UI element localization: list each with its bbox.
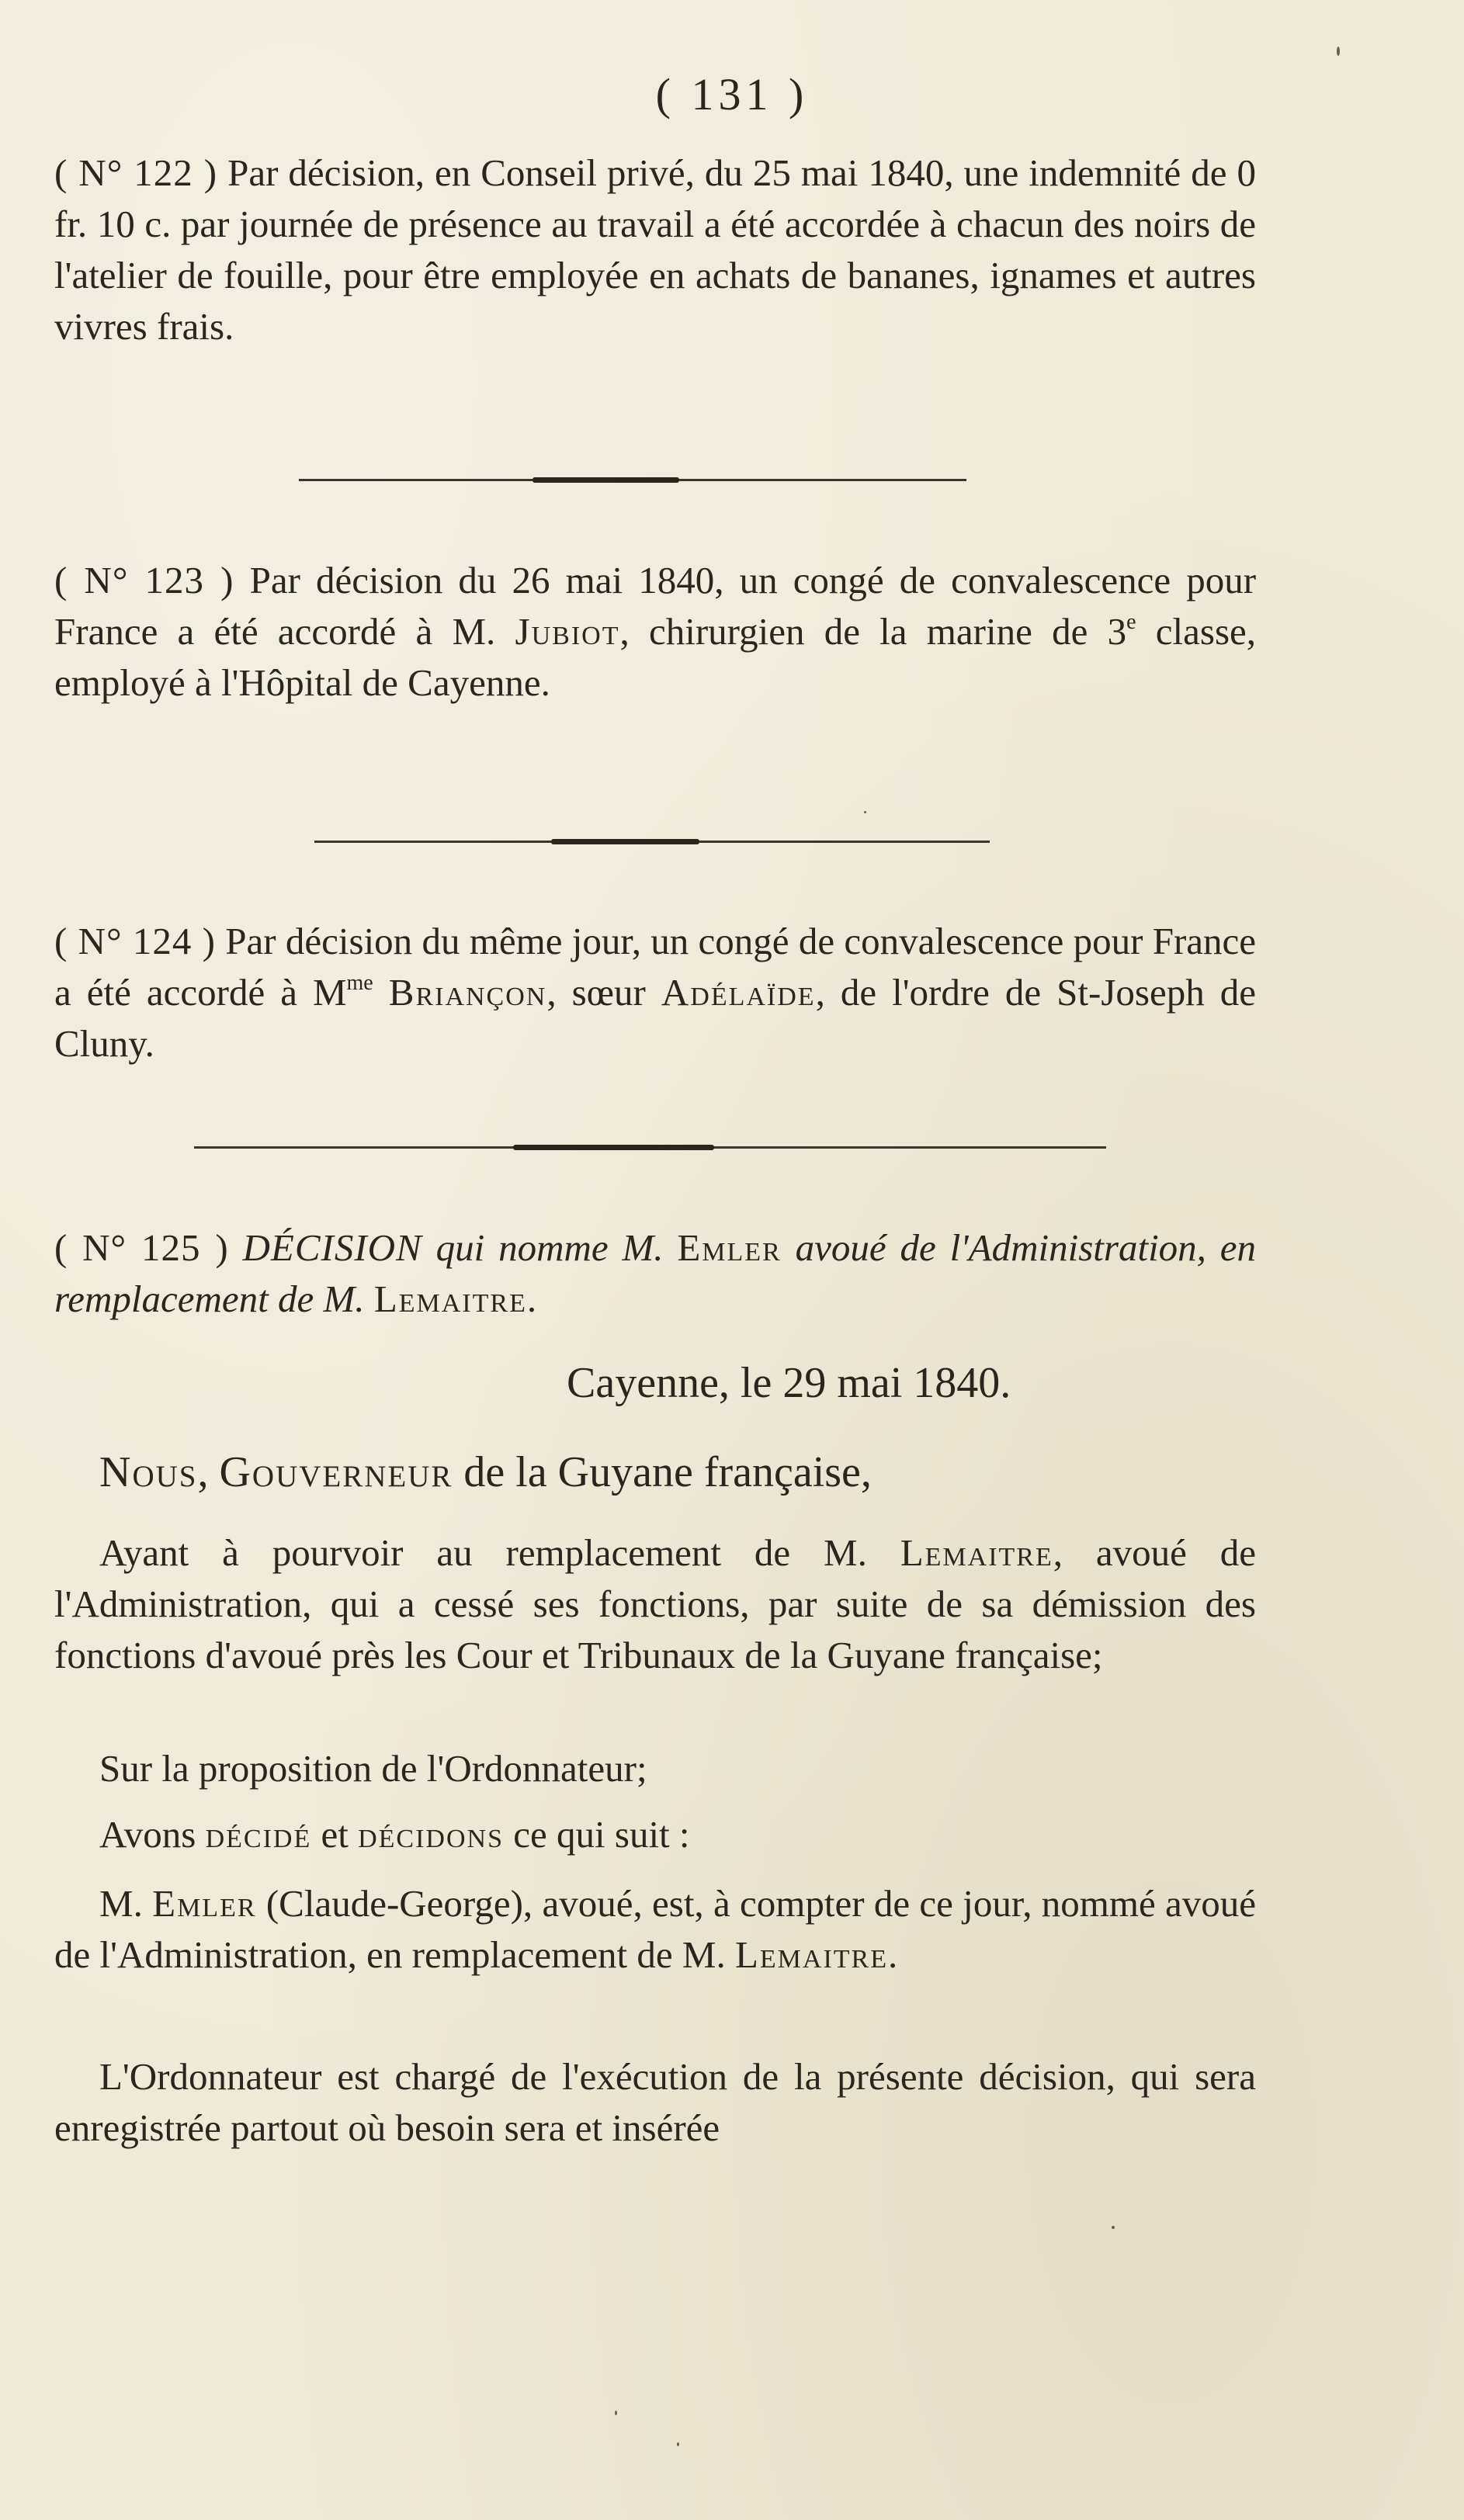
person-name-briancon: Briançon [388, 971, 547, 1014]
p1-text: Ayant à pourvoir au remplacement de M. [99, 1531, 867, 1574]
gov-title: Gouverneur [219, 1448, 453, 1496]
entry-122 [54, 147, 1256, 352]
entry-123-text: Par décision du 26 mai 1840, un congé de convalescence pour France a été accordé à M. [54, 559, 1257, 653]
governor-heading: Nous, Gouverneur de la Guyane française, [99, 1448, 872, 1496]
p4-text: (Claude-George), avoué, est, à compter de ce jour, nommé avoué de l'Administration, en remplacement de M. [54, 1882, 1257, 1976]
paper-speck [864, 811, 866, 813]
decision-paragraph-4 [54, 1878, 1256, 1981]
decision-paragraph-1 [54, 1527, 1256, 1681]
decision-paragraph-5: L'Ordonnateur est chargé de l'exécution de la présente décision, qui sera enregistrée partout où besoin sera et insérée [54, 2055, 1256, 2149]
paper-speck [1112, 2226, 1115, 2229]
separator-rule [299, 479, 966, 481]
entry-123-number: ( N° 123 ) [54, 559, 234, 601]
separator-rule [314, 841, 990, 843]
entry-123-text-cont: , chirurgien de la marine de 3 [619, 610, 1127, 653]
entry-125-text-b: avoué de l'Administration, en remplacement de M. [54, 1226, 1257, 1320]
entry-122-text: Par décision, en Conseil privé, du 25 mai 1840, une indemnité de 0 fr. 10 c. par journée de présence au travail a été accordée à chacun des noirs de l'atelier de fouille, pour être employée en achats de bananes, ignames et autres vivres frais. [54, 151, 1256, 348]
entry-124-text: Par décision du même jour, un congé de convalescence pour France a été accordé à M [54, 920, 1257, 1014]
place-date: Cayenne, le 29 mai 1840. [567, 1359, 1011, 1407]
entry-122-number: ( N° 122 ) [54, 151, 218, 194]
person-name-jubiot: Jubiot [515, 610, 620, 653]
gov-rest: de la Guyane française, [463, 1448, 872, 1496]
paper-speck [1337, 47, 1340, 56]
person-name-lemaitre: Lemaitre [373, 1277, 527, 1320]
entry-123 [54, 555, 1256, 709]
p3-end: ce qui suit : [513, 1813, 690, 1856]
person-name-emler: Emler [677, 1226, 782, 1269]
paper-speck [677, 2442, 679, 2446]
entry-124-number: ( N° 124 ) [54, 920, 216, 962]
p3-decidons: décidons [358, 1813, 505, 1856]
p3-et: et [321, 1813, 349, 1856]
entry-124 [54, 916, 1256, 1069]
entry-125-text-end: . [526, 1277, 537, 1320]
entry-124-text-mid: , sœur [546, 971, 646, 1014]
page-number: ( 131 ) [655, 69, 809, 120]
p3-avons: Avons [99, 1813, 196, 1856]
entry-125-heading [54, 1222, 1256, 1325]
person-name-emler: Emler [152, 1882, 257, 1925]
entry-125-number: ( N° 125 ) [54, 1226, 229, 1269]
p3-decide: décidé [205, 1813, 312, 1856]
gov-nous: Nous [99, 1448, 198, 1496]
entry-123-text-end: classe, employé à l'Hôpital de Cayenne. [54, 610, 1257, 704]
paper-speck [615, 2411, 617, 2415]
person-name-lemaitre: Lemaitre [734, 1933, 889, 1976]
ordinal-superscript: e [1126, 610, 1136, 634]
person-name-lemaitre: Lemaitre [900, 1531, 1053, 1574]
decision-heading: DÉCISION [242, 1226, 422, 1269]
separator-rule [194, 1146, 1106, 1149]
person-name-adelaide: Adélaïde [661, 971, 816, 1014]
p4-end: . [888, 1933, 898, 1976]
entry-125-text-a: qui nomme M. [435, 1226, 664, 1269]
decision-paragraph-2: Sur la proposition de l'Ordonnateur; [99, 1747, 647, 1790]
title-superscript: me [346, 971, 373, 995]
decision-paragraph-3 [99, 1812, 690, 1856]
p4-m: M. [99, 1882, 143, 1925]
entry-124-text-end: , de l'ordre de St-Joseph de Cluny. [54, 971, 1257, 1065]
p1-text-end: , avoué de l'Administration, qui a cessé ses fonctions, par suite de sa démission des fonctions d'avoué près les Cour et Tribunaux de la Guyane française; [54, 1531, 1256, 1676]
